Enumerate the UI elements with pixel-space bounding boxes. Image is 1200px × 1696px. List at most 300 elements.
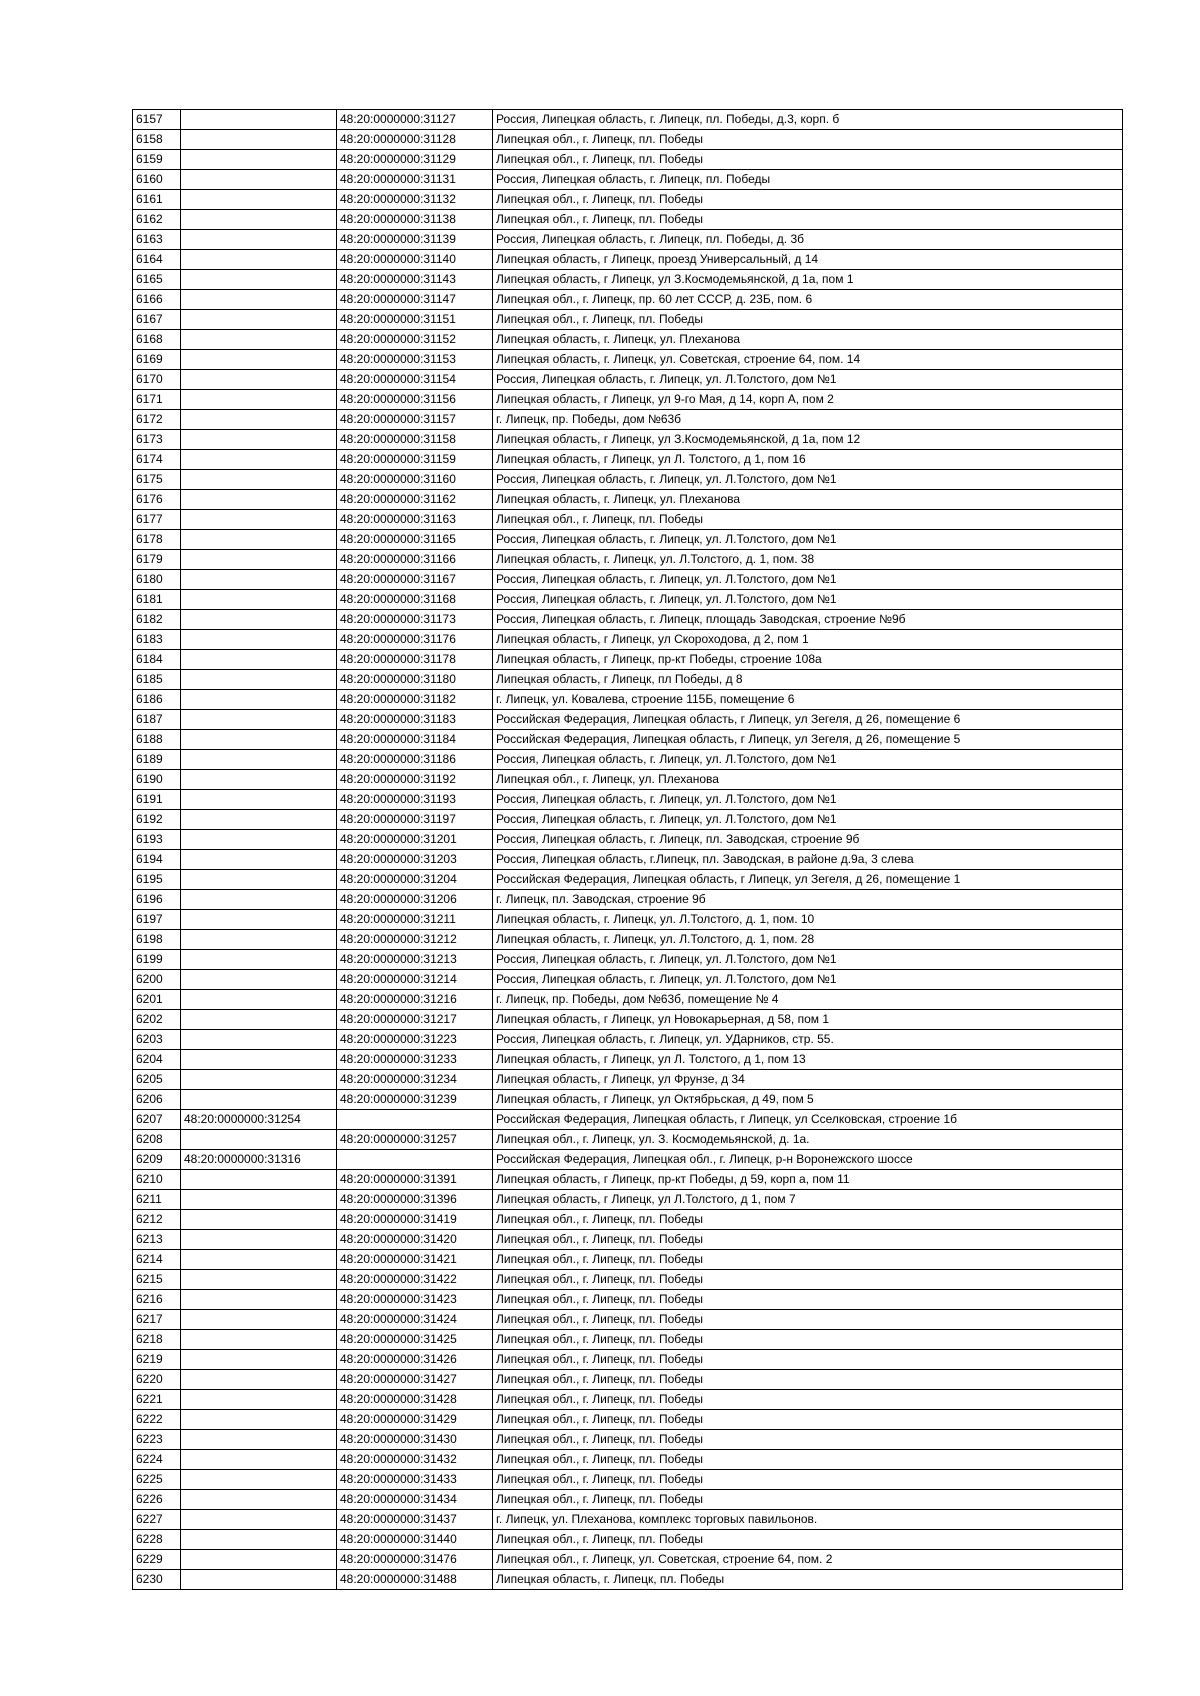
address-cell: Россия, Липецкая область, г. Липецк, ул. Л.Толстого, дом №1 [493,470,1123,490]
row-number-cell: 6168 [133,330,181,350]
cadastral-number-a-cell [181,290,337,310]
cadastral-number-b-cell: 48:20:0000000:31426 [337,1350,493,1370]
address-cell: Липецкая обл., г. Липецк, ул. З. Космодемьянской, д. 1а. [493,1130,1123,1150]
cadastral-number-b-cell [337,1110,493,1130]
address-cell: г. Липецк, пл. Заводская, строение 9б [493,890,1123,910]
row-number-cell: 6157 [133,110,181,130]
address-cell: Россия, Липецкая область, г. Липецк, ул. Л.Толстого, дом №1 [493,590,1123,610]
row-number-cell: 6183 [133,630,181,650]
cadastral-number-a-cell [181,470,337,490]
address-cell: Липецкая область, г Липецк, ул 9-го Мая, д 14, корп А, пом 2 [493,390,1123,410]
address-cell: Липецкая обл., г. Липецк, пл. Победы [493,310,1123,330]
address-cell: Россия, Липецкая область, г. Липецк, пл. Заводская, строение 9б [493,830,1123,850]
cadastral-number-b-cell: 48:20:0000000:31131 [337,170,493,190]
table-row [133,690,1123,710]
cadastral-number-a-cell [181,250,337,270]
cadastral-number-a-cell [181,1430,337,1450]
cadastral-number-a-cell: 48:20:0000000:31316 [181,1150,337,1170]
table-row [133,510,1123,530]
address-cell: Липецкая область, г Липецк, пл Победы, д 8 [493,670,1123,690]
cadastral-number-a-cell [181,1230,337,1250]
cadastral-number-b-cell: 48:20:0000000:31159 [337,450,493,470]
row-number-cell: 6194 [133,850,181,870]
table-row [133,630,1123,650]
table-row [133,930,1123,950]
cadastral-number-a-cell [181,730,337,750]
table-row [133,970,1123,990]
address-cell: Липецкая область, г Липецк, ул Октябрьская, д 49, пом 5 [493,1090,1123,1110]
row-number-cell: 6226 [133,1490,181,1510]
row-number-cell: 6189 [133,750,181,770]
cadastral-number-a-cell [181,1290,337,1310]
cadastral-number-b-cell: 48:20:0000000:31158 [337,430,493,450]
cadastral-number-a-cell [181,310,337,330]
row-number-cell: 6209 [133,1150,181,1170]
row-number-cell: 6218 [133,1330,181,1350]
address-cell: Россия, Липецкая область, г. Липецк, ул. Л.Толстого, дом №1 [493,790,1123,810]
address-cell: Липецкая обл., г. Липецк, ул. Советская, строение 64, пом. 2 [493,1550,1123,1570]
cadastral-number-a-cell [181,1450,337,1470]
address-cell: Липецкая область, г Липецк, ул Новокарьерная, д 58, пом 1 [493,1010,1123,1030]
address-cell: Россия, Липецкая область, г. Липецк, ул. УДарников, стр. 55. [493,1030,1123,1050]
cadastral-number-b-cell: 48:20:0000000:31184 [337,730,493,750]
cadastral-number-a-cell [181,690,337,710]
cadastral-number-b-cell: 48:20:0000000:31157 [337,410,493,430]
table-row [133,1030,1123,1050]
table-row [133,570,1123,590]
table-row [133,290,1123,310]
cadastral-number-a-cell: 48:20:0000000:31254 [181,1110,337,1130]
row-number-cell: 6229 [133,1550,181,1570]
cadastral-number-b-cell: 48:20:0000000:31180 [337,670,493,690]
row-number-cell: 6167 [133,310,181,330]
cadastral-number-b-cell: 48:20:0000000:31139 [337,230,493,250]
row-number-cell: 6169 [133,350,181,370]
address-cell: Липецкая область, г Липецк, ул Фрунзе, д 34 [493,1070,1123,1090]
cadastral-number-a-cell [181,1530,337,1550]
cadastral-number-a-cell [181,790,337,810]
address-cell: Российская Федерация, Липецкая область, г Липецк, ул Зегеля, д 26, помещение 6 [493,710,1123,730]
address-cell: Липецкая область, г Липецк, ул Л. Толстого, д 1, пом 13 [493,1050,1123,1070]
row-number-cell: 6173 [133,430,181,450]
cadastral-number-a-cell [181,1210,337,1230]
cadastral-number-a-cell [181,510,337,530]
cadastral-number-a-cell [181,150,337,170]
table-row [133,770,1123,790]
table-row [133,710,1123,730]
cadastral-number-b-cell: 48:20:0000000:31211 [337,910,493,930]
address-cell: Россия, Липецкая область, г. Липецк, пл. Победы [493,170,1123,190]
row-number-cell: 6222 [133,1410,181,1430]
cadastral-number-a-cell [181,1410,337,1430]
cadastral-number-b-cell: 48:20:0000000:31152 [337,330,493,350]
cadastral-number-b-cell: 48:20:0000000:31176 [337,630,493,650]
address-cell: Липецкая обл., г. Липецк, пл. Победы [493,1490,1123,1510]
cadastral-number-a-cell [181,190,337,210]
row-number-cell: 6175 [133,470,181,490]
cadastral-number-b-cell [337,1150,493,1170]
table-row [133,1290,1123,1310]
table-row [133,1170,1123,1190]
table-row [133,330,1123,350]
table-row [133,1270,1123,1290]
row-number-cell: 6186 [133,690,181,710]
cadastral-number-b-cell: 48:20:0000000:31193 [337,790,493,810]
cadastral-number-a-cell [181,670,337,690]
row-number-cell: 6196 [133,890,181,910]
row-number-cell: 6203 [133,1030,181,1050]
address-cell: г. Липецк, ул. Плеханова, комплекс торговых павильонов. [493,1510,1123,1530]
row-number-cell: 6181 [133,590,181,610]
cadastral-number-a-cell [181,270,337,290]
address-cell: Липецкая обл., г. Липецк, пл. Победы [493,130,1123,150]
table-row [133,590,1123,610]
table-row [133,1210,1123,1230]
table-row [133,1310,1123,1330]
cadastral-number-b-cell: 48:20:0000000:31420 [337,1230,493,1250]
cadastral-number-a-cell [181,1050,337,1070]
row-number-cell: 6214 [133,1250,181,1270]
row-number-cell: 6188 [133,730,181,750]
table-row [133,750,1123,770]
address-cell: Россия, Липецкая область, г. Липецк, ул. Л.Толстого, дом №1 [493,370,1123,390]
cadastral-number-b-cell: 48:20:0000000:31182 [337,690,493,710]
row-number-cell: 6227 [133,1510,181,1530]
cadastral-number-b-cell: 48:20:0000000:31434 [337,1490,493,1510]
address-cell: Липецкая обл., г. Липецк, пл. Победы [493,150,1123,170]
row-number-cell: 6213 [133,1230,181,1250]
table-row [133,1490,1123,1510]
cadastral-number-a-cell [181,170,337,190]
row-number-cell: 6170 [133,370,181,390]
cadastral-number-b-cell: 48:20:0000000:31156 [337,390,493,410]
table-row [133,250,1123,270]
cadastral-number-a-cell [181,910,337,930]
cadastral-number-b-cell: 48:20:0000000:31428 [337,1390,493,1410]
cadastral-number-b-cell: 48:20:0000000:31424 [337,1310,493,1330]
address-cell: Липецкая обл., г. Липецк, пл. Победы [493,1350,1123,1370]
table-row [133,1050,1123,1070]
cadastral-number-a-cell [181,1070,337,1090]
address-cell: Липецкая область, г Липецк, ул Скороходова, д 2, пом 1 [493,630,1123,650]
table-row [133,1390,1123,1410]
row-number-cell: 6221 [133,1390,181,1410]
address-cell: Липецкая область, г. Липецк, ул. Л.Толстого, д. 1, пом. 10 [493,910,1123,930]
row-number-cell: 6187 [133,710,181,730]
row-number-cell: 6211 [133,1190,181,1210]
cadastral-number-a-cell [181,1510,337,1530]
row-number-cell: 6200 [133,970,181,990]
cadastral-number-b-cell: 48:20:0000000:31421 [337,1250,493,1270]
table-row [133,910,1123,930]
row-number-cell: 6220 [133,1370,181,1390]
cadastral-number-a-cell [181,1330,337,1350]
cadastral-number-b-cell: 48:20:0000000:31430 [337,1430,493,1450]
cadastral-number-b-cell: 48:20:0000000:31147 [337,290,493,310]
table-row [133,1070,1123,1090]
table-row [133,610,1123,630]
cadastral-number-a-cell [181,1570,337,1590]
address-cell: Липецкая область, г Липецк, ул З.Космодемьянской, д 1а, пом 1 [493,270,1123,290]
row-number-cell: 6216 [133,1290,181,1310]
row-number-cell: 6166 [133,290,181,310]
table-row [133,490,1123,510]
table-row [133,830,1123,850]
row-number-cell: 6230 [133,1570,181,1590]
address-cell: Липецкая область, г Липецк, пр-кт Победы, д 59, корп а, пом 11 [493,1170,1123,1190]
table-row [133,1330,1123,1350]
row-number-cell: 6228 [133,1530,181,1550]
table-row [133,1090,1123,1110]
row-number-cell: 6198 [133,930,181,950]
row-number-cell: 6164 [133,250,181,270]
row-number-cell: 6208 [133,1130,181,1150]
address-cell: Россия, Липецкая область, г. Липецк, площадь Заводская, строение №9б [493,610,1123,630]
cadastral-number-b-cell: 48:20:0000000:31223 [337,1030,493,1050]
row-number-cell: 6184 [133,650,181,670]
cadastral-number-a-cell [181,650,337,670]
table-row [133,470,1123,490]
cadastral-number-b-cell: 48:20:0000000:31140 [337,250,493,270]
cadastral-number-a-cell [181,110,337,130]
table-row [133,890,1123,910]
address-cell: Липецкая область, г. Липецк, пл. Победы [493,1570,1123,1590]
table-row [133,130,1123,150]
table-row [133,190,1123,210]
row-number-cell: 6215 [133,1270,181,1290]
address-cell: Липецкая область, г Липецк, ул Л. Толстого, д 1, пом 16 [493,450,1123,470]
cadastral-number-a-cell [181,1350,337,1370]
row-number-cell: 6207 [133,1110,181,1130]
row-number-cell: 6191 [133,790,181,810]
cadastral-number-b-cell: 48:20:0000000:31178 [337,650,493,670]
row-number-cell: 6176 [133,490,181,510]
row-number-cell: 6174 [133,450,181,470]
cadastral-table [132,109,1123,1590]
row-number-cell: 6217 [133,1310,181,1330]
table-row [133,310,1123,330]
table-row [133,1110,1123,1130]
cadastral-number-a-cell [181,1390,337,1410]
row-number-cell: 6225 [133,1470,181,1490]
cadastral-number-a-cell [181,1010,337,1030]
cadastral-number-b-cell: 48:20:0000000:31168 [337,590,493,610]
cadastral-number-a-cell [181,890,337,910]
table-row [133,1010,1123,1030]
address-cell: Россия, Липецкая область, г. Липецк, ул. Л.Толстого, дом №1 [493,950,1123,970]
row-number-cell: 6206 [133,1090,181,1110]
table-row [133,1150,1123,1170]
table-row [133,1550,1123,1570]
cadastral-number-b-cell: 48:20:0000000:31204 [337,870,493,890]
row-number-cell: 6199 [133,950,181,970]
cadastral-number-a-cell [181,630,337,650]
table-row [133,210,1123,230]
address-cell: Липецкая обл., г. Липецк, пл. Победы [493,1310,1123,1330]
address-cell: Российская Федерация, Липецкая область, г Липецк, ул Зегеля, д 26, помещение 5 [493,730,1123,750]
table-row [133,850,1123,870]
address-cell: Россия, Липецкая область, г. Липецк, ул. Л.Толстого, дом №1 [493,810,1123,830]
cadastral-number-a-cell [181,490,337,510]
table-row [133,950,1123,970]
row-number-cell: 6193 [133,830,181,850]
table-row [133,1470,1123,1490]
cadastral-number-b-cell: 48:20:0000000:31203 [337,850,493,870]
cadastral-number-a-cell [181,1170,337,1190]
address-cell: Россия, Липецкая область, г. Липецк, пл. Победы, д.3, корп. б [493,110,1123,130]
address-cell: Липецкая область, г. Липецк, ул. Плеханова [493,490,1123,510]
row-number-cell: 6159 [133,150,181,170]
row-number-cell: 6201 [133,990,181,1010]
address-cell: Липецкая область, г. Липецк, ул. Л.Толстого, д. 1, пом. 38 [493,550,1123,570]
table-row [133,170,1123,190]
address-cell: Липецкая обл., г. Липецк, пл. Победы [493,210,1123,230]
address-cell: Россия, Липецкая область, г. Липецк, пл. Победы, д. 3б [493,230,1123,250]
row-number-cell: 6158 [133,130,181,150]
cadastral-number-b-cell: 48:20:0000000:31165 [337,530,493,550]
row-number-cell: 6180 [133,570,181,590]
cadastral-number-b-cell: 48:20:0000000:31234 [337,1070,493,1090]
cadastral-number-a-cell [181,1370,337,1390]
row-number-cell: 6212 [133,1210,181,1230]
cadastral-number-b-cell: 48:20:0000000:31239 [337,1090,493,1110]
cadastral-number-a-cell [181,930,337,950]
table-row [133,1370,1123,1390]
table-row [133,1450,1123,1470]
address-cell: Россия, Липецкая область, г. Липецк, ул. Л.Толстого, дом №1 [493,750,1123,770]
address-cell: Липецкая обл., г. Липецк, пл. Победы [493,190,1123,210]
table-row [133,150,1123,170]
address-cell: Липецкая обл., г. Липецк, пл. Победы [493,1370,1123,1390]
row-number-cell: 6224 [133,1450,181,1470]
cadastral-number-b-cell: 48:20:0000000:31419 [337,1210,493,1230]
cadastral-number-b-cell: 48:20:0000000:31216 [337,990,493,1010]
cadastral-number-b-cell: 48:20:0000000:31160 [337,470,493,490]
address-cell: г. Липецк, пр. Победы, дом №63б [493,410,1123,430]
row-number-cell: 6210 [133,1170,181,1190]
row-number-cell: 6192 [133,810,181,830]
cadastral-number-b-cell: 48:20:0000000:31488 [337,1570,493,1590]
table-row [133,650,1123,670]
cadastral-number-b-cell: 48:20:0000000:31128 [337,130,493,150]
cadastral-number-b-cell: 48:20:0000000:31138 [337,210,493,230]
address-cell: Липецкая область, г Липецк, ул З.Космодемьянской, д 1а, пом 12 [493,430,1123,450]
table-row [133,990,1123,1010]
cadastral-number-a-cell [181,750,337,770]
table-row [133,530,1123,550]
cadastral-number-a-cell [181,610,337,630]
table-row [133,350,1123,370]
cadastral-number-a-cell [181,1090,337,1110]
table-row [133,1410,1123,1430]
address-cell: Липецкая область, г Липецк, проезд Универсальный, д 14 [493,250,1123,270]
address-cell: г. Липецк, ул. Ковалева, строение 115Б, помещение 6 [493,690,1123,710]
cadastral-number-b-cell: 48:20:0000000:31233 [337,1050,493,1070]
row-number-cell: 6171 [133,390,181,410]
address-cell: Липецкая обл., г. Липецк, пл. Победы [493,1270,1123,1290]
cadastral-number-b-cell: 48:20:0000000:31143 [337,270,493,290]
row-number-cell: 6178 [133,530,181,550]
address-cell: Россия, Липецкая область, г. Липецк, ул. Л.Толстого, дом №1 [493,570,1123,590]
row-number-cell: 6197 [133,910,181,930]
cadastral-number-b-cell: 48:20:0000000:31213 [337,950,493,970]
cadastral-number-a-cell [181,450,337,470]
table-row [133,670,1123,690]
cadastral-number-b-cell: 48:20:0000000:31396 [337,1190,493,1210]
cadastral-number-a-cell [181,850,337,870]
row-number-cell: 6223 [133,1430,181,1450]
row-number-cell: 6195 [133,870,181,890]
table-row [133,110,1123,130]
cadastral-number-b-cell: 48:20:0000000:31433 [337,1470,493,1490]
cadastral-number-b-cell: 48:20:0000000:31167 [337,570,493,590]
cadastral-number-a-cell [181,970,337,990]
cadastral-number-a-cell [181,130,337,150]
address-cell: Российская Федерация, Липецкая обл., г. Липецк, р-н Воронежского шоссе [493,1150,1123,1170]
address-cell: Липецкая обл., г. Липецк, пл. Победы [493,1410,1123,1430]
address-cell: Россия, Липецкая область, г.Липецк, пл. Заводская, в районе д.9а, 3 слева [493,850,1123,870]
cadastral-number-a-cell [181,1190,337,1210]
table-row [133,370,1123,390]
cadastral-number-a-cell [181,430,337,450]
cadastral-number-a-cell [181,1470,337,1490]
address-cell: г. Липецк, пр. Победы, дом №63б, помещение № 4 [493,990,1123,1010]
table-row [133,450,1123,470]
cadastral-number-a-cell [181,1130,337,1150]
address-cell: Липецкая обл., г. Липецк, пр. 60 лет СССР, д. 23Б, пом. 6 [493,290,1123,310]
cadastral-number-a-cell [181,570,337,590]
address-cell: Липецкая обл., г. Липецк, пл. Победы [493,1530,1123,1550]
address-cell: Российская Федерация, Липецкая область, г Липецк, ул Сселковская, строение 1б [493,1110,1123,1130]
table-row [133,1250,1123,1270]
cadastral-number-b-cell: 48:20:0000000:31437 [337,1510,493,1530]
cadastral-number-a-cell [181,390,337,410]
address-cell: Липецкая обл., г. Липецк, пл. Победы [493,1470,1123,1490]
address-cell: Россия, Липецкая область, г. Липецк, ул. Л.Толстого, дом №1 [493,970,1123,990]
address-cell: Липецкая область, г. Липецк, ул. Советская, строение 64, пом. 14 [493,350,1123,370]
cadastral-number-a-cell [181,550,337,570]
row-number-cell: 6182 [133,610,181,630]
row-number-cell: 6172 [133,410,181,430]
cadastral-number-b-cell: 48:20:0000000:31153 [337,350,493,370]
table-row [133,390,1123,410]
row-number-cell: 6205 [133,1070,181,1090]
cadastral-number-b-cell: 48:20:0000000:31427 [337,1370,493,1390]
cadastral-number-a-cell [181,1030,337,1050]
cadastral-number-b-cell: 48:20:0000000:31186 [337,750,493,770]
cadastral-number-a-cell [181,530,337,550]
cadastral-number-a-cell [181,1250,337,1270]
address-cell: Липецкая обл., г. Липецк, ул. Плеханова [493,770,1123,790]
cadastral-number-a-cell [181,870,337,890]
table-row [133,1130,1123,1150]
cadastral-number-b-cell: 48:20:0000000:31217 [337,1010,493,1030]
cadastral-number-b-cell: 48:20:0000000:31151 [337,310,493,330]
address-cell: Липецкая обл., г. Липецк, пл. Победы [493,1450,1123,1470]
row-number-cell: 6185 [133,670,181,690]
table-row [133,1430,1123,1450]
cadastral-number-a-cell [181,330,337,350]
table-row [133,810,1123,830]
row-number-cell: 6219 [133,1350,181,1370]
row-number-cell: 6190 [133,770,181,790]
cadastral-number-b-cell: 48:20:0000000:31440 [337,1530,493,1550]
row-number-cell: 6161 [133,190,181,210]
cadastral-number-a-cell [181,590,337,610]
cadastral-number-a-cell [181,770,337,790]
address-cell: Липецкая обл., г. Липецк, пл. Победы [493,1250,1123,1270]
cadastral-number-b-cell: 48:20:0000000:31423 [337,1290,493,1310]
